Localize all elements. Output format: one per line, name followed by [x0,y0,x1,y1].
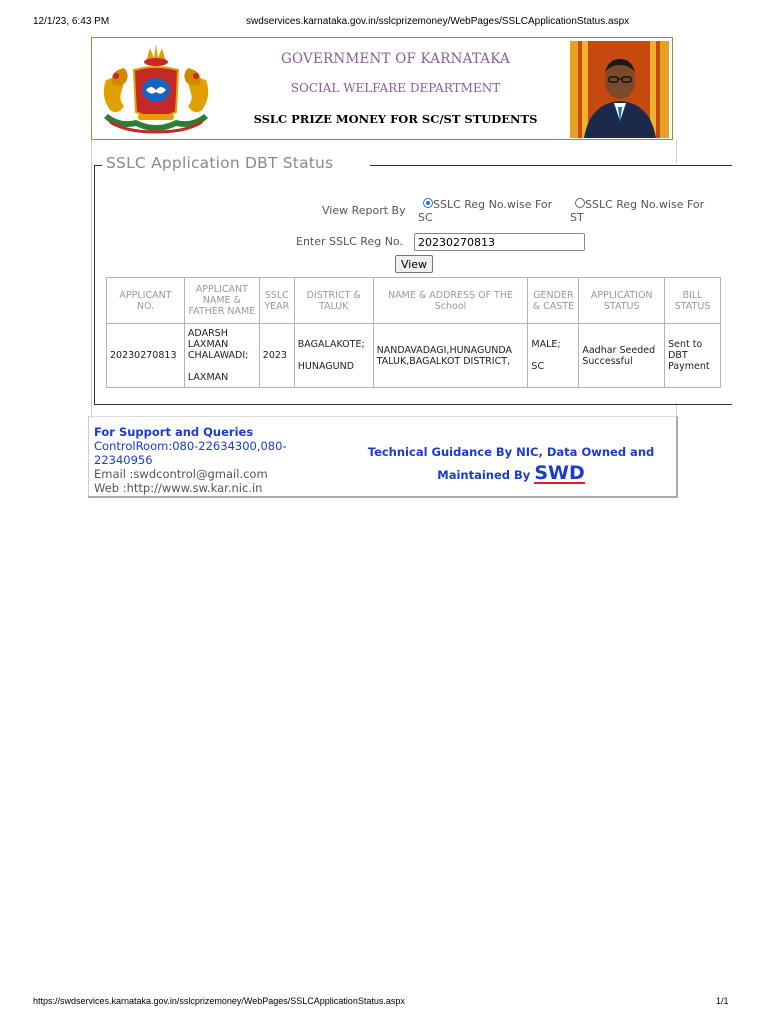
page-right-border [676,140,677,163]
cell-district-taluk: BAGALAKOTE; HUNAGUND [294,324,373,388]
col-applicant-no: APPLICANT NO. [107,278,185,324]
view-report-label: View Report By [322,204,406,217]
fieldset-border-top-left [94,165,102,166]
print-footer-url: https://swdservices.karnataka.gov.in/sslcprizemoney/WebPages/SSLCApplicationStatus.aspx [33,996,405,1006]
radio-st-line2: ST [570,211,584,224]
reg-no-input[interactable] [414,233,585,251]
tech-guidance [351,441,671,487]
cell-sslc-year: 2023 [259,324,294,388]
table-row [107,324,721,388]
col-school: NAME & ADDRESS OF THE School [373,278,528,324]
results-table [106,277,721,388]
site-footer [88,416,678,498]
scheme-title: SSLC PRIZE MONEY FOR SC/ST STUDENTS [253,112,538,126]
support-title: For Support and Queries [94,425,254,439]
control-room-phone: ControlRoom:080-22634300,080-22340956 [94,439,287,467]
tech-guidance-line1: Technical Guidance By NIC, Data Owned and [367,445,655,459]
cell-gender-caste: MALE; SC [528,324,579,388]
radio-st-label[interactable] [570,198,730,224]
col-applicant-name: APPLICANT NAME & FATHER NAME [184,278,259,324]
department-title: SOCIAL WELFARE DEPARTMENT [290,81,501,95]
print-datetime: 12/1/23, 6:43 PM [33,16,110,27]
cell-bill-status: Sent to DBT Payment [665,324,721,388]
government-title: GOVERNMENT OF KARNATAKA [281,51,510,67]
cell-applicant-no: 20230270813 [107,324,185,388]
site-header [91,37,673,140]
cell-applicant-name: ADARSH LAXMAN CHALAWADI; LAXMAN [184,324,259,388]
cell-school: NANDAVADAGI,HUNAGUNDA TALUK,BAGALKOT DISTRICT, [373,324,528,388]
fieldset-border-top-right [370,165,732,166]
radio-sc-line2: SC [418,211,433,224]
ambedkar-portrait-icon [570,41,669,138]
radio-sc-line1: SSLC Reg No.wise For [433,198,553,211]
col-district-taluk: DISTRICT & TALUK [294,278,373,324]
karnataka-emblem-icon [96,40,216,138]
enter-reg-label: Enter SSLC Reg No. [296,235,403,248]
col-bill-status: BILL STATUS [665,278,721,324]
support-email: Email :swdcontrol@gmail.com [94,467,268,481]
view-button[interactable]: View [395,255,433,273]
tech-guidance-line2: Maintained By [437,468,531,482]
page-left-border [91,140,92,418]
radio-sc-button[interactable] [423,198,433,208]
print-page-number: 1/1 [716,996,729,1006]
swd-link[interactable]: SWD [534,462,585,484]
fieldset-legend: SSLC Application DBT Status [106,154,334,172]
radio-sc-label[interactable] [418,198,578,224]
radio-st-line1: SSLC Reg No.wise For [585,198,705,211]
cell-application-status: Aadhar Seeded Successful [579,324,665,388]
col-sslc-year: SSLC YEAR [259,278,294,324]
fieldset-border-left [94,165,95,405]
table-header-row [107,278,721,324]
print-url: swdservices.karnataka.gov.in/sslcprizemoney/WebPages/SSLCApplicationStatus.aspx [246,16,630,27]
col-application-status: APPLICATION STATUS [579,278,665,324]
col-gender-caste: GENDER & CASTE [528,278,579,324]
fieldset-border-bottom [94,404,732,405]
support-web: Web :http://www.sw.kar.nic.in [94,481,263,495]
radio-st-button[interactable] [575,198,585,208]
